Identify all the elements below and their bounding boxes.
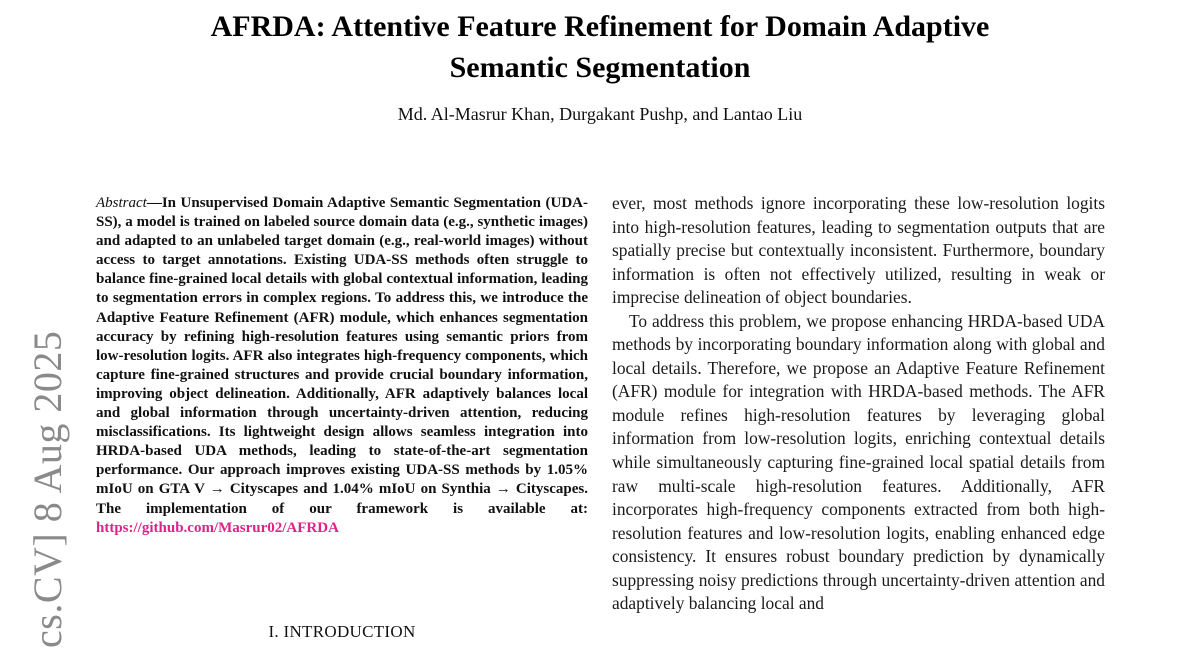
abstract (96, 194, 588, 538)
intro-paragraph-2: To address this problem, we propose enhancing HRDA-based UDA methods by incorporating boundary information along with global and local details. Therefore, we propose an Adaptive Feature Refinement (AFR) module for integration with HRDA-based methods. The AFR module refines high-resolution features by leveraging global information from low-resolution logits, enriching contextual details while simultaneously capturing fine-grained local spatial details from raw multi-scale high-resolution features. Additionally, AFR incorporates high-frequency components extracted from both high-resolution features and low-resolution logits, enabling enhanced edge consistency. It ensures robust boundary prediction by dynamically suppressing noisy predictions through uncertainty-driven attention and adaptively balancing local and (612, 310, 1105, 614)
abstract-dash: — (146, 195, 162, 211)
abstract-text: In Unsupervised Domain Adaptive Semantic Segmentation (UDA-SS), a model is trained on labeled source domain data (e.g., synthetic images) and adapted to an unlabeled target domain (e.g., real-world images) without access to target annotations. Existing UDA-SS methods often struggle to balance fine-grained local details with global contextual information, leading to segmentation errors in complex regions. To address this, we introduce the Adaptive Feature Refinement (AFR) module, which enhances segmentation accuracy by refining high-resolution features using semantic priors from low-resolution logits. AFR also integrates high-frequency components, which capture fine-grained structures and provide crucial boundary information, improving object delineation. Additionally, AFR adaptively balances local and global information through uncertainty-driven attention, reducing misclassifications. Its lightweight design allows seamless integration into HRDA-based UDA methods, leading to state-of-the-art segmentation performance. Our approach improves existing UDA-SS methods by 1.05% mIoU on GTA V → Cityscapes and 1.04% mIoU on Synthia → Cityscapes. The implementation of our framework is available at: (96, 195, 588, 517)
arxiv-stamp: cs.CV] 8 Aug 2025 (25, 330, 70, 648)
right-column (612, 192, 1105, 616)
code-link[interactable]: https://github.com/Masrur02/AFRDA (96, 519, 339, 536)
author-list: Md. Al-Masrur Khan, Durgakant Pushp, and Lantao Liu (397, 104, 803, 124)
abstract-label: Abstract (96, 195, 147, 211)
title-line-2: Semantic Segmentation (449, 51, 751, 84)
section-heading-introduction: I. INTRODUCTION (268, 622, 416, 641)
title-line-1: AFRDA: Attentive Feature Refinement for Domain Adaptive (210, 10, 990, 43)
intro-paragraph-1: ever, most methods ignore incorporating these low-resolution logits into high-resolution features, leading to segmentation outputs that are spatially precise but contextually inconsistent. Furthermore, boundary information is often not effectively utilized, resulting in weak or imprecise delineation of object boundaries. (612, 193, 1105, 308)
paper-title (0, 6, 1200, 88)
